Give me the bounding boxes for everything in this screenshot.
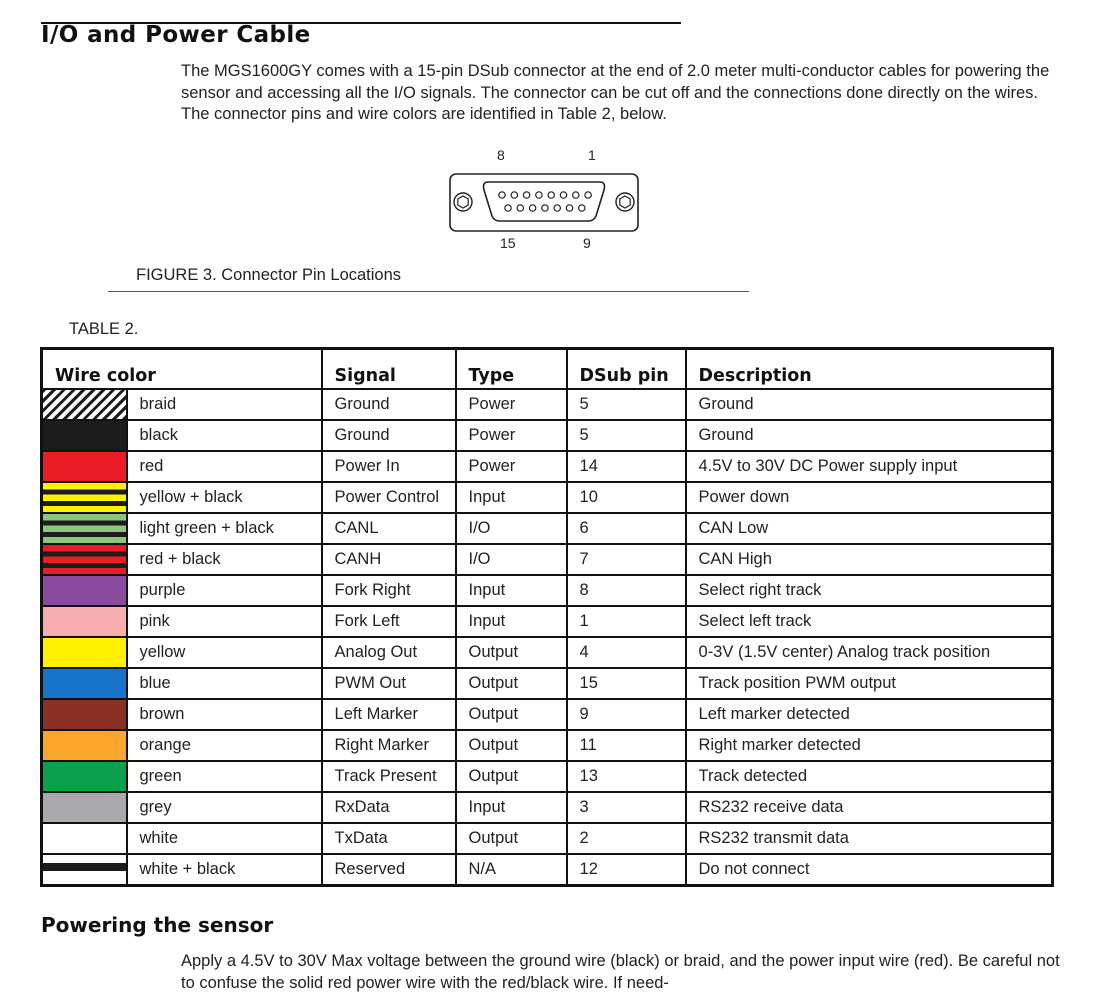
wire-swatch-cell (42, 513, 127, 544)
wire-color-name: red + black (127, 544, 322, 575)
signal-cell: PWM Out (322, 668, 456, 699)
signal-cell: Fork Right (322, 575, 456, 606)
signal-cell: CANL (322, 513, 456, 544)
signal-cell: Left Marker (322, 699, 456, 730)
pin-label-8: 8 (497, 147, 505, 163)
connector-pin (523, 192, 529, 198)
wire-color-swatch (43, 638, 126, 667)
wire-color-swatch (43, 793, 126, 822)
wire-swatch-cell (42, 792, 127, 823)
figure-caption: FIGURE 3. Connector Pin Locations (136, 266, 402, 284)
dsub-pin-cell: 15 (567, 668, 686, 699)
wire-color-swatch (43, 762, 126, 791)
table-row (42, 637, 1053, 668)
table-row (42, 854, 1053, 886)
connector-pin (517, 205, 523, 211)
wire-swatch-cell (42, 389, 127, 420)
signal-cell: Power Control (322, 482, 456, 513)
connector-pin (542, 205, 548, 211)
type-cell: Input (456, 482, 567, 513)
signal-cell: RxData (322, 792, 456, 823)
signal-cell: TxData (322, 823, 456, 854)
left-screw (454, 193, 472, 211)
wire-color-swatch (43, 514, 126, 543)
wire-swatch-cell (42, 668, 127, 699)
table-row (42, 544, 1053, 575)
connector-pin (560, 192, 566, 198)
wire-color-name: purple (127, 575, 322, 606)
powering-heading: Powering the sensor (41, 913, 274, 937)
wire-swatch-cell (42, 730, 127, 761)
table-row (42, 482, 1053, 513)
signal-cell: Power In (322, 451, 456, 482)
wire-color-name: green (127, 761, 322, 792)
dsub-pin-cell: 3 (567, 792, 686, 823)
wire-color-swatch (43, 390, 126, 419)
wire-table (40, 347, 1054, 887)
signal-cell: Fork Left (322, 606, 456, 637)
type-cell: Output (456, 823, 567, 854)
connector-pin (511, 192, 517, 198)
dsub-pin-cell: 12 (567, 854, 686, 886)
wire-color-swatch (43, 731, 126, 760)
signal-cell: Ground (322, 389, 456, 420)
wire-color-name: orange (127, 730, 322, 761)
intro-paragraph: The MGS1600GY comes with a 15-pin DSub connector at the end of 2.0 meter multi-conductor cables for powering the sensor and accessing all the I/O signals. The connector can be cut off and the connections done directly on the wires. The connector pins and wire colors are identified in Table 2, below. (181, 62, 1050, 123)
description-cell: RS232 transmit data (686, 823, 1053, 854)
pin-label-1: 1 (588, 147, 596, 163)
table-row (42, 823, 1053, 854)
description-cell: CAN Low (686, 513, 1053, 544)
wire-color-swatch (43, 824, 126, 853)
dsub-pin-cell: 13 (567, 761, 686, 792)
description-cell: Ground (686, 420, 1053, 451)
type-cell: Power (456, 420, 567, 451)
right-screw (616, 193, 634, 211)
wire-color-name: grey (127, 792, 322, 823)
dsub-pin-cell: 5 (567, 389, 686, 420)
connector-pin (536, 192, 542, 198)
signal-cell: Reserved (322, 854, 456, 886)
signal-cell: Ground (322, 420, 456, 451)
wire-color-swatch (43, 700, 126, 729)
table-row (42, 575, 1053, 606)
dsub-pin-cell: 5 (567, 420, 686, 451)
wire-color-name: pink (127, 606, 322, 637)
wire-color-name: white (127, 823, 322, 854)
connector-figure (440, 140, 660, 255)
wire-color-name: red (127, 451, 322, 482)
wire-swatch-cell (42, 637, 127, 668)
signal-cell: Analog Out (322, 637, 456, 668)
connector-pin (579, 205, 585, 211)
wire-color-name: braid (127, 389, 322, 420)
description-cell: Power down (686, 482, 1053, 513)
connector-d-face (484, 182, 605, 221)
dsub-connector-diagram (440, 140, 660, 255)
header-wire-color: Wire color (42, 349, 322, 390)
wire-swatch-cell (42, 420, 127, 451)
dsub-pin-cell: 11 (567, 730, 686, 761)
wire-swatch-cell (42, 451, 127, 482)
type-cell: Output (456, 699, 567, 730)
wire-swatch-cell (42, 699, 127, 730)
type-cell: Input (456, 575, 567, 606)
table-row (42, 420, 1053, 451)
table-row (42, 606, 1053, 637)
type-cell: N/A (456, 854, 567, 886)
dsub-pin-cell: 14 (567, 451, 686, 482)
description-cell: 0-3V (1.5V center) Analog track position (686, 637, 1053, 668)
dsub-pin-cell: 1 (567, 606, 686, 637)
pin-label-9: 9 (583, 235, 591, 251)
type-cell: Input (456, 792, 567, 823)
table-row (42, 730, 1053, 761)
description-cell: Left marker detected (686, 699, 1053, 730)
description-cell: Track detected (686, 761, 1053, 792)
dsub-pin-cell: 2 (567, 823, 686, 854)
connector-pin (566, 205, 572, 211)
wire-swatch-cell (42, 544, 127, 575)
table-row (42, 513, 1053, 544)
wire-swatch-cell (42, 761, 127, 792)
table-row (42, 668, 1053, 699)
wire-swatch-cell (42, 606, 127, 637)
wire-color-swatch (43, 545, 126, 574)
wire-color-name: black (127, 420, 322, 451)
type-cell: Output (456, 637, 567, 668)
description-cell: Select right track (686, 575, 1053, 606)
table-row (42, 451, 1053, 482)
type-cell: Output (456, 730, 567, 761)
wire-color-swatch (43, 855, 126, 884)
wire-color-name: yellow + black (127, 482, 322, 513)
description-cell: CAN High (686, 544, 1053, 575)
wire-color-swatch (43, 576, 126, 605)
type-cell: Power (456, 389, 567, 420)
type-cell: I/O (456, 513, 567, 544)
header-type: Type (456, 349, 567, 390)
connector-pin (505, 205, 511, 211)
dsub-pin-cell: 6 (567, 513, 686, 544)
dsub-pin-cell: 10 (567, 482, 686, 513)
description-cell: Ground (686, 389, 1053, 420)
dsub-pin-cell: 9 (567, 699, 686, 730)
wire-color-name: brown (127, 699, 322, 730)
connector-pin (573, 192, 579, 198)
wire-color-name: yellow (127, 637, 322, 668)
table-row (42, 389, 1053, 420)
connector-pin (554, 205, 560, 211)
connector-pin (585, 192, 591, 198)
type-cell: Output (456, 668, 567, 699)
description-cell: Do not connect (686, 854, 1053, 886)
signal-cell: Track Present (322, 761, 456, 792)
table-row (42, 699, 1053, 730)
header-signal: Signal (322, 349, 456, 390)
description-cell: RS232 receive data (686, 792, 1053, 823)
signal-cell: Right Marker (322, 730, 456, 761)
connector-pin (529, 205, 535, 211)
wire-color-name: white + black (127, 854, 322, 886)
wire-color-swatch (43, 483, 126, 512)
connector-pin (499, 192, 505, 198)
connector-pin (548, 192, 554, 198)
type-cell: I/O (456, 544, 567, 575)
wire-swatch-cell (42, 482, 127, 513)
wire-color-name: blue (127, 668, 322, 699)
table-row (42, 761, 1053, 792)
description-cell: Track position PWM output (686, 668, 1053, 699)
table-row (42, 792, 1053, 823)
pin-label-15: 15 (500, 235, 516, 251)
header-description: Description (686, 349, 1053, 390)
table-label: TABLE 2. (69, 320, 139, 338)
wire-color-swatch (43, 452, 126, 481)
wire-color-name: light green + black (127, 513, 322, 544)
wire-color-swatch (43, 669, 126, 698)
table-header-row (42, 349, 1053, 390)
type-cell: Input (456, 606, 567, 637)
description-cell: Right marker detected (686, 730, 1053, 761)
dsub-pin-cell: 7 (567, 544, 686, 575)
type-cell: Power (456, 451, 567, 482)
dsub-pin-cell: 8 (567, 575, 686, 606)
signal-cell: CANH (322, 544, 456, 575)
figure-rule (108, 291, 749, 292)
wire-color-swatch (43, 607, 126, 636)
wire-swatch-cell (42, 823, 127, 854)
description-cell: 4.5V to 30V DC Power supply input (686, 451, 1053, 482)
wire-swatch-cell (42, 575, 127, 606)
description-cell: Select left track (686, 606, 1053, 637)
wire-swatch-cell (42, 854, 127, 886)
header-dsub-pin: DSub pin (567, 349, 686, 390)
type-cell: Output (456, 761, 567, 792)
wire-color-swatch (43, 421, 126, 450)
powering-paragraph: Apply a 4.5V to 30V Max voltage between the ground wire (black) or braid, and the power input wire (red). Be careful not to confuse the solid red power wire with the red/black wire. If need- (181, 952, 1060, 992)
dsub-pin-cell: 4 (567, 637, 686, 668)
section-heading: I/O and Power Cable (41, 22, 311, 48)
